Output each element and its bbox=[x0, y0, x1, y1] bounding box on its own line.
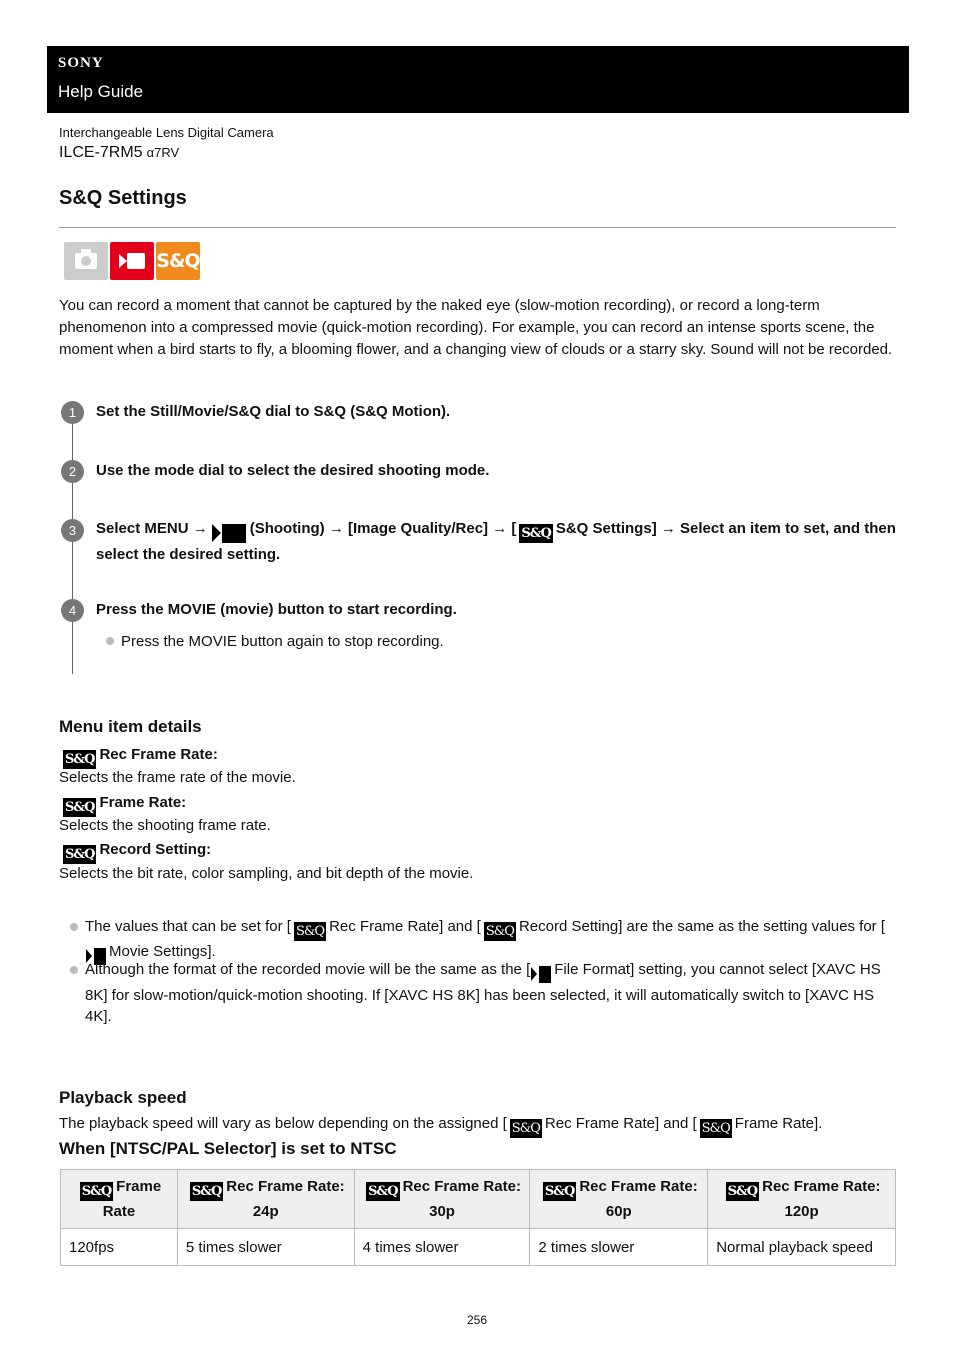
table-cell: 4 times slower bbox=[354, 1229, 530, 1266]
brand-logo: SONY bbox=[58, 55, 104, 71]
model-code: ILCE-7RM5 bbox=[59, 144, 143, 161]
movie-play-icon bbox=[119, 254, 127, 268]
product-type: Interchangeable Lens Digital Camera bbox=[59, 125, 274, 140]
table-header-cell bbox=[177, 1170, 354, 1229]
sq-icon: S&Q bbox=[727, 1184, 758, 1199]
step-1-text: Set the Still/Movie/S&Q dial to S&Q (S&Q Motion). bbox=[96, 403, 451, 420]
movie-icon bbox=[531, 963, 551, 985]
header-subtext: 60p bbox=[605, 1203, 632, 1220]
sq-icon: S&Q bbox=[521, 526, 551, 541]
photo-mode-icon bbox=[64, 242, 108, 280]
playback-text-c: Frame Rate]. bbox=[734, 1115, 823, 1132]
menu-item-desc: Selects the shooting frame rate. bbox=[59, 817, 271, 834]
note-1-text-a: The values that can be set for [ bbox=[85, 918, 291, 935]
page-number: 256 bbox=[466, 1313, 488, 1327]
playback-text-a: The playback speed will vary as below depending on the assigned [ bbox=[59, 1115, 507, 1132]
step-4-bullet-text: Press the MOVIE button again to stop recording. bbox=[121, 633, 444, 650]
note-1-text-b: Rec Frame Rate] and [ bbox=[329, 918, 481, 935]
note-1-text-d: Movie Settings]. bbox=[109, 943, 216, 960]
header-text: Frame bbox=[116, 1178, 162, 1195]
header-bar bbox=[47, 46, 909, 113]
bullet-dot-icon bbox=[70, 966, 78, 974]
sq-icon: S&Q bbox=[511, 1121, 540, 1136]
playback-speed-heading: Playback speed bbox=[59, 1088, 187, 1107]
movie-box-icon bbox=[127, 253, 145, 269]
sq-icon: S&Q bbox=[65, 752, 95, 767]
playback-description bbox=[59, 1115, 822, 1138]
step-3-part-c: S&Q Settings] → Select an item to set, and then select the desired setting. bbox=[96, 520, 896, 563]
menu-item-label bbox=[60, 746, 218, 769]
step-number-4: 4 bbox=[61, 599, 84, 622]
step-connector-line bbox=[72, 412, 73, 674]
header-subtext: Rate bbox=[102, 1203, 136, 1220]
step-3-text bbox=[96, 518, 896, 566]
header-subtext: 30p bbox=[429, 1203, 455, 1220]
intro-paragraph: You can record a moment that cannot be captured by the naked eye (slow-motion recording), or record a long-term phenomenon into a compressed movie (quick-motion recording). For example, you can record an intense sports scene, the moment when a bird starts to fly, a blooming flower, and a changing view of clouds or a starry sky. Sound will not be recorded. bbox=[59, 297, 893, 358]
playback-speed-table bbox=[60, 1169, 896, 1266]
note-1-text-c: Record Setting] are the same as the setting values for [ bbox=[518, 918, 885, 935]
header-subtext: 120p bbox=[784, 1203, 819, 1220]
menu-item-label-text: Rec Frame Rate: bbox=[99, 746, 218, 763]
table-header-row bbox=[61, 1170, 896, 1229]
help-guide-title[interactable]: Help Guide bbox=[58, 82, 144, 101]
step-number-2: 2 bbox=[61, 460, 84, 483]
table-row bbox=[61, 1229, 896, 1266]
step-4-bullet bbox=[106, 633, 444, 650]
step-3-part-a: Select MENU → bbox=[96, 520, 208, 537]
step-3-part-b: (Shooting) → [Image Quality/Rec] → [ bbox=[249, 520, 517, 537]
menu-item-label bbox=[60, 841, 211, 864]
header-text: Rec Frame Rate: bbox=[579, 1178, 698, 1195]
sq-icon: S&Q bbox=[65, 800, 95, 815]
model-variant: α7RV bbox=[146, 145, 180, 160]
movie-mode-icon bbox=[110, 242, 154, 280]
step-number-3: 3 bbox=[61, 519, 84, 542]
header-text: Rec Frame Rate: bbox=[226, 1178, 345, 1195]
table-header-cell bbox=[354, 1170, 530, 1229]
menu-item-label bbox=[60, 794, 186, 817]
table-cell: 120fps bbox=[61, 1229, 178, 1266]
header-text: Rec Frame Rate: bbox=[402, 1178, 521, 1195]
sq-icon: S&Q bbox=[701, 1121, 730, 1136]
table-cell: 5 times slower bbox=[177, 1229, 354, 1266]
table-header-cell bbox=[708, 1170, 896, 1229]
step-2-text: Use the mode dial to select the desired shooting mode. bbox=[96, 462, 490, 479]
step-4-text: Press the MOVIE (movie) button to start recording. bbox=[96, 601, 457, 618]
note-2-text-b: File Format] setting, you cannot select [XAVC HS 8K] for slow-motion/quick-motion shooting. If [XAVC HS 8K] has been selected, it will automatically switch to [XAVC HS 4K]. bbox=[85, 961, 881, 1025]
menu-item-label-text: Frame Rate: bbox=[99, 794, 187, 811]
playback-text-b: Rec Frame Rate] and [ bbox=[544, 1115, 697, 1132]
table-header-cell bbox=[61, 1170, 178, 1229]
menu-item-label-text: Record Setting: bbox=[99, 841, 212, 858]
header-subtext: 24p bbox=[252, 1203, 279, 1220]
table-cell: Normal playback speed bbox=[708, 1229, 896, 1266]
sq-mode-icon: S&Q bbox=[156, 242, 200, 280]
header-text: Rec Frame Rate: bbox=[762, 1178, 881, 1195]
bullet-dot-icon bbox=[70, 923, 78, 931]
note-2 bbox=[85, 959, 900, 1028]
shooting-menu-icon bbox=[212, 522, 246, 544]
ntsc-subheading: When [NTSC/PAL Selector] is set to NTSC bbox=[59, 1139, 397, 1158]
title-divider bbox=[59, 227, 896, 228]
menu-details-heading: Menu item details bbox=[59, 717, 202, 736]
sq-icon: S&Q bbox=[65, 847, 95, 862]
sq-icon: S&Q bbox=[368, 1184, 398, 1199]
bullet-dot-icon bbox=[106, 637, 114, 645]
sq-icon: S&Q bbox=[191, 1184, 222, 1199]
table-header-cell bbox=[530, 1170, 708, 1229]
sq-icon: S&Q bbox=[485, 924, 514, 939]
camera-icon bbox=[75, 253, 97, 269]
sq-icon: S&Q bbox=[295, 924, 325, 939]
page-title: S&Q Settings bbox=[59, 187, 187, 209]
table-cell: 2 times slower bbox=[530, 1229, 708, 1266]
step-number-1: 1 bbox=[61, 401, 84, 424]
sq-icon: S&Q bbox=[544, 1184, 575, 1199]
sq-icon: S&Q bbox=[81, 1184, 112, 1199]
note-2-text-a: Although the format of the recorded movie will be the same as the [ bbox=[85, 961, 531, 978]
menu-item-desc: Selects the bit rate, color sampling, and bit depth of the movie. bbox=[59, 865, 474, 882]
model-name bbox=[59, 144, 179, 162]
menu-item-desc: Selects the frame rate of the movie. bbox=[59, 769, 296, 786]
